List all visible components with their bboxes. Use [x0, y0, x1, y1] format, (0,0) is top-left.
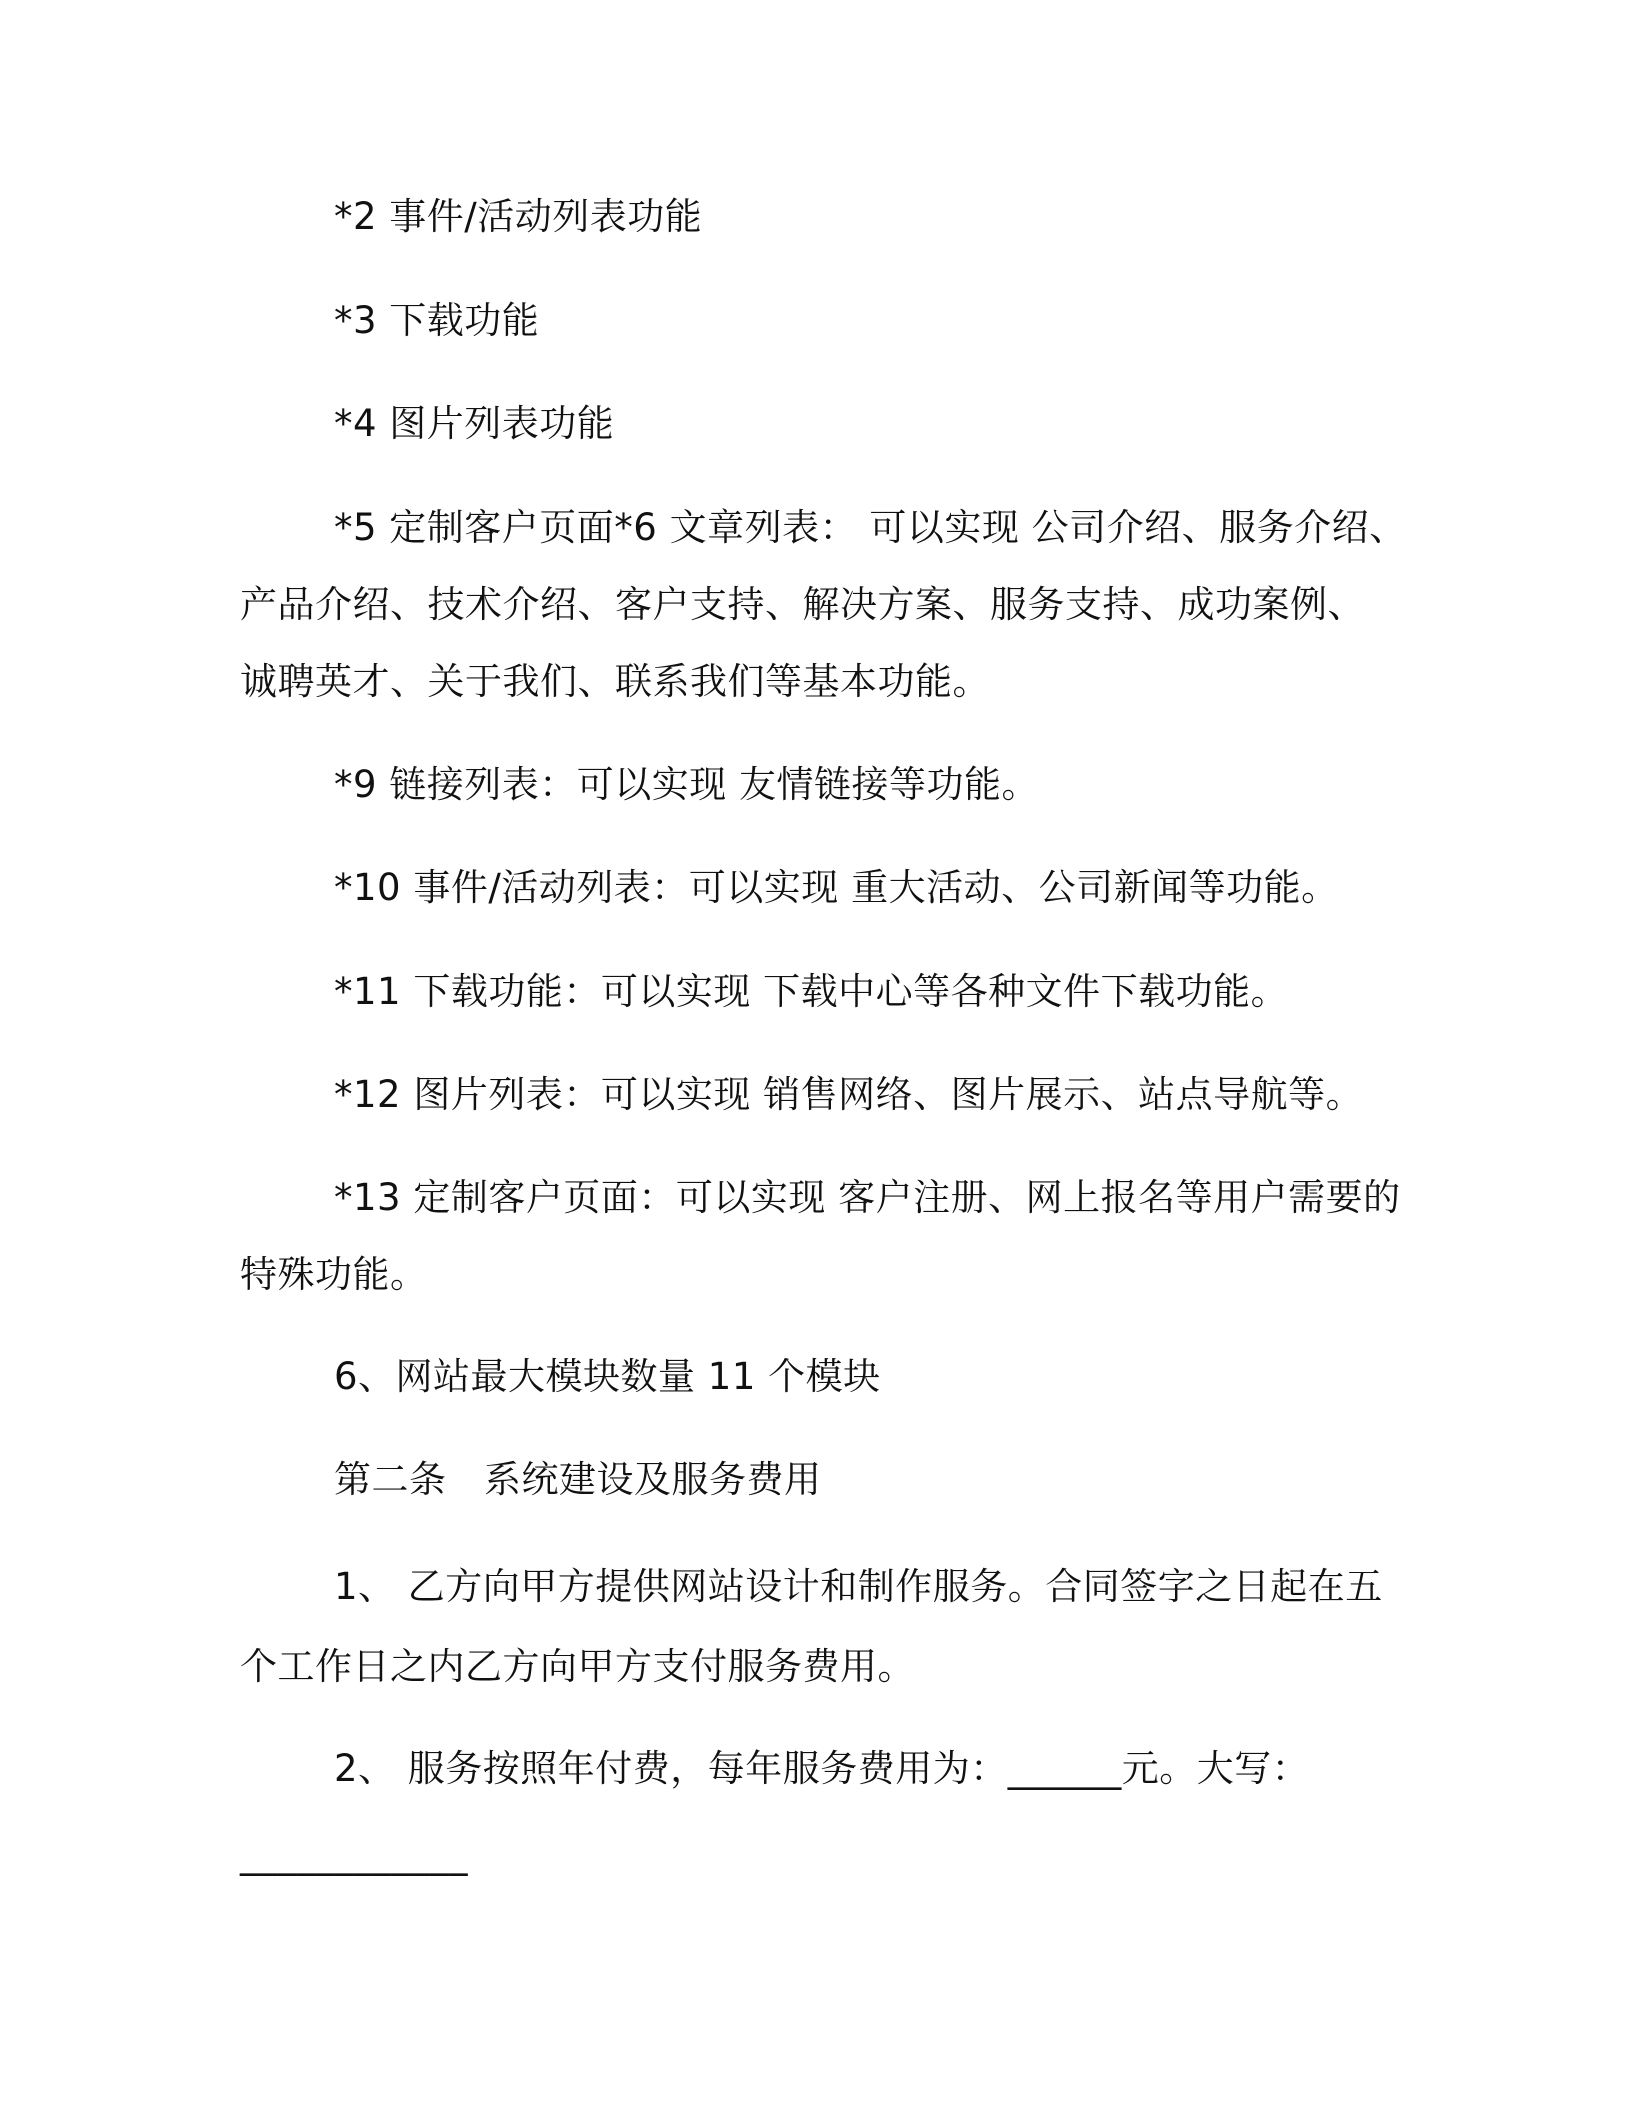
paragraph-line: *4 图片列表功能: [334, 402, 615, 445]
paragraph-line: 诚聘英才、关于我们、联系我们等基本功能。: [240, 660, 990, 703]
paragraph-line: *13 定制客户页面：可以实现 客户注册、网上报名等用户需要的: [334, 1176, 1401, 1219]
paragraph-line: *5 定制客户页面*6 文章列表： 可以实现 公司介绍、服务介绍、: [334, 506, 1407, 549]
paragraph-line: *2 事件/活动列表功能: [334, 195, 703, 238]
paragraph-line: 6、网站最大模块数量 11 个模块: [334, 1355, 881, 1398]
paragraph-line: *10 事件/活动列表：可以实现 重大活动、公司新闻等功能。: [334, 866, 1339, 909]
paragraph-line: *12 图片列表：可以实现 销售网络、图片展示、站点导航等。: [334, 1073, 1364, 1116]
paragraph-line: *11 下载功能：可以实现 下载中心等各种文件下载功能。: [334, 970, 1289, 1013]
paragraph-line: 2、 服务按照年付费，每年服务费用为：______元。大写：: [334, 1747, 1310, 1790]
blank-fill-line: ____________: [240, 1833, 468, 1876]
paragraph-line: *3 下载功能: [334, 299, 540, 342]
paragraph-line: 特殊功能。: [240, 1253, 428, 1296]
paragraph-line: *9 链接列表：可以实现 友情链接等功能。: [334, 763, 1040, 806]
paragraph-line: 1、 乙方向甲方提供网站设计和制作服务。合同签字之日起在五: [334, 1565, 1383, 1608]
section-heading: 第二条 系统建设及服务费用: [334, 1458, 822, 1501]
paragraph-line: 个工作日之内乙方向甲方支付服务费用。: [240, 1645, 915, 1688]
paragraph-line: 产品介绍、技术介绍、客户支持、解决方案、服务支持、成功案例、: [240, 583, 1365, 626]
